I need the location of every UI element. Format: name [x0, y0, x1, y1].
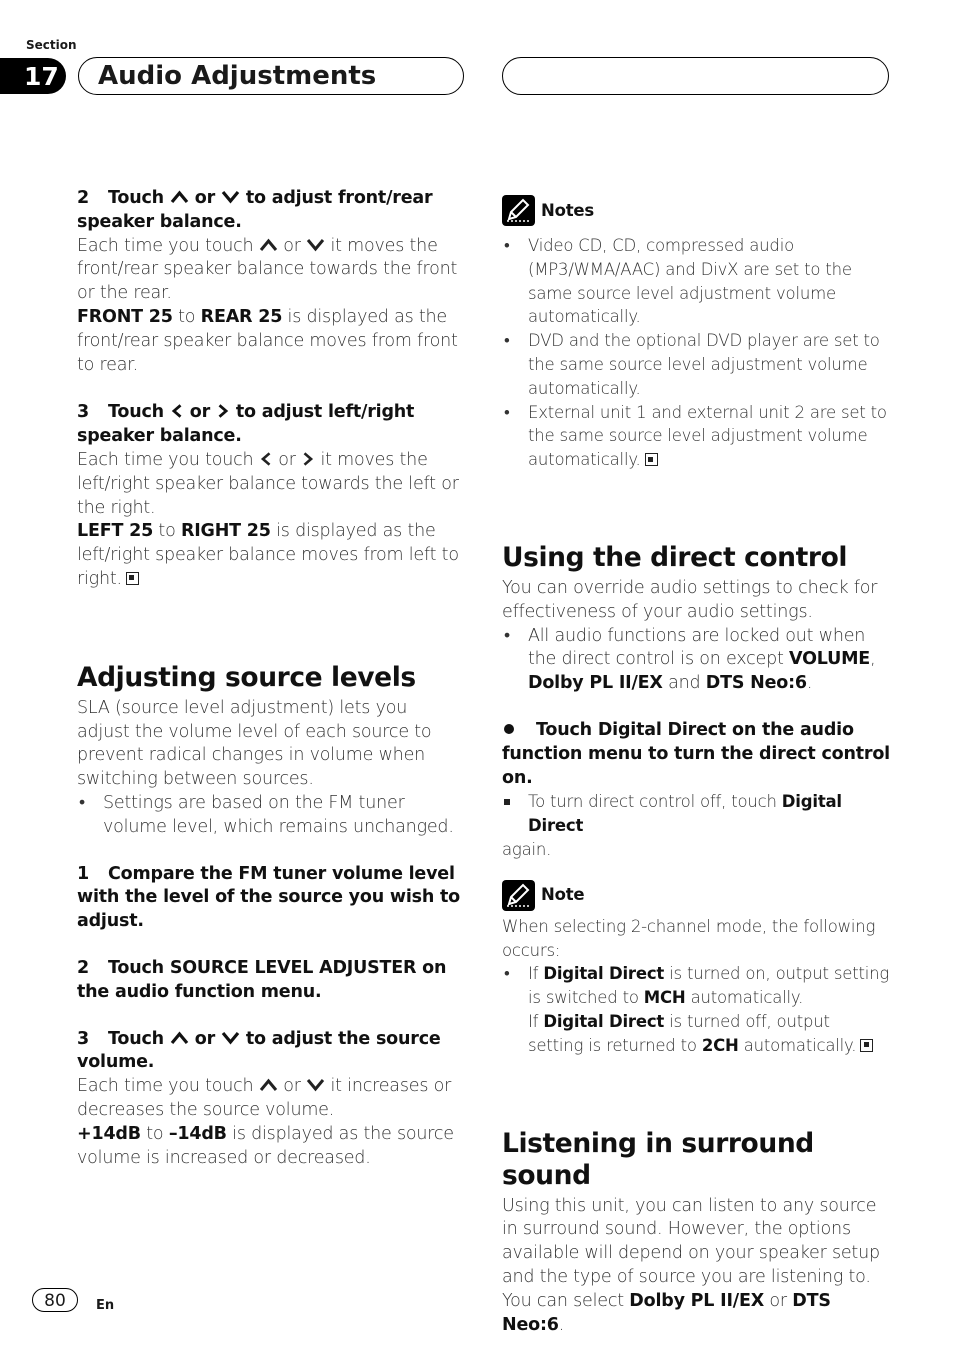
page-number: 80: [32, 1288, 78, 1312]
left-column: [77, 187, 465, 1170]
paragraph: LEFT 25 to RIGHT 25 is displayed as the left/right speaker balance moves from left to right.: [77, 521, 459, 589]
empty-header-pill: [502, 57, 889, 95]
paragraph: You can select Dolby PL II/EX or DTS Neo:6.: [502, 1290, 831, 1335]
heading-direct-control: Using the direct control: [502, 541, 848, 573]
up-arrow-icon: [170, 1031, 189, 1045]
list-item: • All audio functions are locked out when the direct control is on except VOLUME, Dolby PL II/EX and DTS Neo:6.: [502, 625, 890, 696]
up-arrow-icon: [170, 190, 189, 204]
step-compare: 1 Compare the FM tuner volume level with the level of the source you wish to adjust.: [77, 863, 460, 932]
notes-title: Notes: [541, 200, 595, 220]
bullet-dot-icon: [504, 724, 514, 734]
list-item: • External unit 1 and external unit 2 are set to the same source level adjustment volume automatically.: [502, 401, 890, 472]
up-arrow-icon: [259, 1078, 278, 1092]
paragraph: Each time you touch or it increases or decreases the source volume.: [77, 1076, 452, 1120]
step-adjust-volume: 3 Touch or to adjust the source volume.: [77, 1028, 441, 1073]
paragraph: Each time you touch or it moves the left/right speaker balance towards the left or the right.: [77, 449, 459, 518]
paragraph: SLA (source level adjustment) lets you adjust the volume level of each source to prevent radical changes in volume when switching between sources.: [77, 697, 432, 790]
list-item: • Video CD, CD, compressed audio (MP3/WMA/AAC) and DivX are set to the same source level adjustment volume automatically.: [502, 234, 890, 329]
step-source-level-adjuster: 2 Touch SOURCE LEVEL ADJUSTER on the audio function menu.: [77, 957, 447, 1002]
list-item: • If Digital Direct is turned on, output setting is switched to MCH automatically. If Digital Direct is turned off, output setting is returned to 2CH automatically.: [502, 962, 890, 1057]
notes-list: [502, 234, 890, 472]
end-mark-icon: [645, 453, 658, 466]
down-arrow-icon: [306, 238, 325, 252]
end-mark-icon: [860, 1039, 873, 1052]
paragraph: +14dB to –14dB is displayed as the source volume is increased or decreased.: [77, 1123, 454, 1168]
left-arrow-icon: [170, 404, 184, 418]
up-arrow-icon: [259, 238, 278, 252]
paragraph: Each time you touch or it moves the front/rear speaker balance towards the front or the rear.: [77, 235, 458, 304]
down-arrow-icon: [221, 190, 240, 204]
section-label: Section: [26, 38, 77, 52]
down-arrow-icon: [306, 1078, 325, 1092]
right-column: [502, 195, 890, 1337]
down-arrow-icon: [221, 1031, 240, 1045]
list-item: • Settings are based on the FM tuner volume level, which remains unchanged.: [77, 792, 465, 840]
step-front-rear: 2 Touch or to adjust front/rear speaker balance.: [77, 188, 433, 232]
bullet-list: [77, 792, 465, 840]
paragraph: When selecting 2-channel mode, the following occurs:: [502, 916, 876, 960]
bullet-list: [502, 625, 890, 696]
notes-header: [502, 195, 890, 226]
list-item: • DVD and the optional DVD player are set to the same source level adjustment volume automatically.: [502, 329, 890, 400]
step-left-right: 3 Touch or to adjust left/right speaker balance.: [77, 402, 415, 447]
page-title: Audio Adjustments: [98, 61, 377, 91]
note-title: Note: [541, 885, 585, 905]
end-mark-icon: [126, 572, 139, 585]
square-bullet-icon: [504, 799, 510, 805]
paragraph: Using this unit, you can listen to any source in surround sound. However, the options available will depend on your speaker setup and the type of source you are listening to.: [502, 1195, 880, 1287]
pencil-note-icon: [502, 195, 535, 226]
right-arrow-icon: [216, 404, 230, 418]
step-digital-direct: Touch Digital Direct on the audio function menu to turn the direct control on.: [502, 719, 890, 788]
language-label: En: [96, 1298, 115, 1313]
paragraph: You can override audio settings to check for effectiveness of your audio settings.: [502, 577, 878, 622]
paragraph: FRONT 25 to REAR 25 is displayed as the front/rear speaker balance moves from front to rear.: [77, 306, 458, 375]
left-arrow-icon: [259, 452, 273, 466]
paragraph: again.: [502, 839, 552, 859]
heading-adjusting-source-levels: Adjusting source levels: [77, 661, 416, 693]
sub-item: To turn direct control off, touch Digital Direct: [502, 790, 890, 838]
section-number-tab: 17: [0, 58, 66, 94]
note-header: [502, 880, 890, 911]
note-list: [502, 962, 890, 1057]
heading-surround-sound: Listening in surround sound: [502, 1127, 814, 1191]
right-arrow-icon: [301, 452, 315, 466]
pencil-note-icon: [502, 880, 535, 911]
